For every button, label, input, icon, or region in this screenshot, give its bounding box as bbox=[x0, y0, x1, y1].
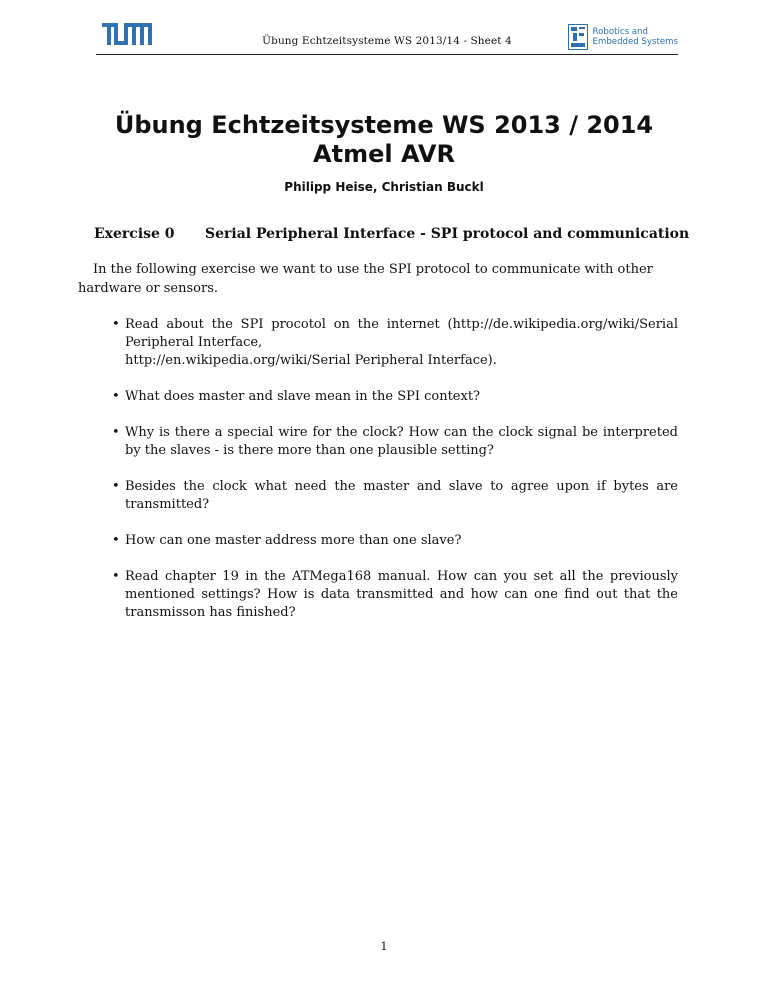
document-title bbox=[0, 111, 768, 169]
lab-logo-text: Robotics and Embedded Systems bbox=[592, 27, 678, 47]
list-item: • How can one master address more than one slave? bbox=[112, 532, 678, 550]
page-number: 1 bbox=[380, 940, 388, 953]
exercise-title: Serial Peripheral Interface - SPI protocol and communication bbox=[205, 226, 690, 242]
authors: Philipp Heise, Christian Buckl bbox=[284, 180, 484, 194]
exercise-intro: In the following exercise we want to use the SPI protocol to communicate with other hardware or sensors. bbox=[78, 262, 653, 296]
list-item: • What does master and slave mean in the SPI context? bbox=[112, 388, 678, 406]
task-list bbox=[112, 316, 678, 640]
list-item: • Read chapter 19 in the ATMega168 manual. How can you set all the previously mentioned settings? How is data transmitted and how can one find out that the transmisson has finished? bbox=[112, 568, 678, 622]
list-item: • Besides the clock what need the master and slave to agree upon if bytes are transmitted? bbox=[112, 478, 678, 514]
exercise-number: Exercise 0 bbox=[94, 226, 175, 242]
running-head: Übung Echtzeitsysteme WS 2013/14 - Sheet 4 bbox=[262, 35, 512, 47]
robot-arm-icon bbox=[568, 24, 588, 50]
title-line-1: Übung Echtzeitsysteme WS 2013 / 2014 bbox=[114, 111, 654, 139]
list-item: • Read about the SPI procotol on the internet (http://de.wikipedia.org/wiki/Serial Peripheral Interface, http://en.wikipedia.org/wiki/Serial Peripheral Interface). bbox=[112, 316, 678, 370]
page-header bbox=[96, 20, 678, 55]
lab-logo bbox=[568, 23, 678, 51]
title-line-2: Atmel AVR bbox=[313, 140, 455, 168]
list-item: • Why is there a special wire for the clock? How can the clock signal be interpreted by the slaves - is there more than one plausible setting? bbox=[112, 424, 678, 460]
